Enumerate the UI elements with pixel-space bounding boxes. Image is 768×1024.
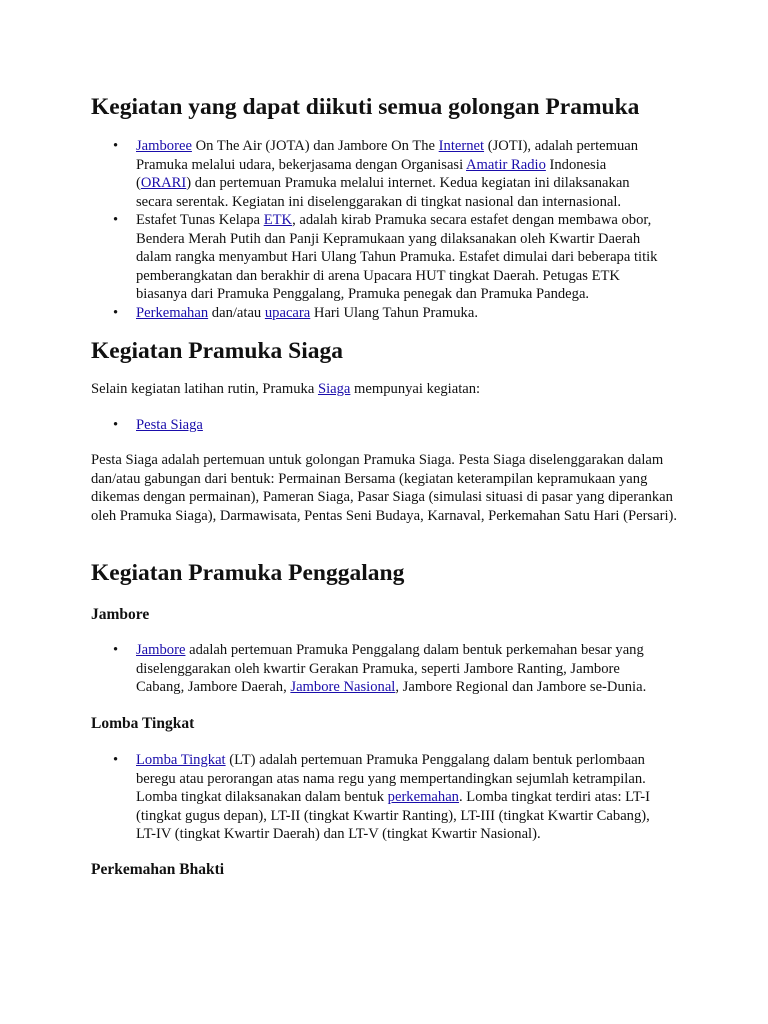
link-jamboree[interactable]: Jamboree [136, 138, 192, 154]
link-internet[interactable]: Internet [438, 138, 485, 154]
subheading-lomba-tingkat: Lomba Tingkat [91, 715, 195, 732]
heading-pramuka-siaga: Kegiatan Pramuka Siaga [91, 338, 343, 364]
link-jambore-nasional[interactable]: Jambore Nasional [290, 679, 396, 695]
list-item-pesta-siaga [113, 416, 661, 435]
subheading-perkemahan-bhakti: Perkemahan Bhakti [91, 861, 225, 878]
link-etk[interactable]: ETK [263, 212, 293, 228]
link-pesta-siaga[interactable]: Pesta Siaga [136, 417, 203, 433]
list-item-jota-joti: • Jamboree On The Air (JOTA) dan Jambore On The Internet (JOTI), adalah pertemuan Pramuka melalui udara, bekerjasama dengan Organisasi Amatir Radio Indonesia (ORARI) dan pertemuan Pramuka melalui internet. Kedua kegiatan ini dilaksanakan secara serentak. Kegiatan ini diselenggarakan di tingkat nasional dan internasional. [113, 137, 661, 211]
link-amatir-radio[interactable]: Amatir Radio [466, 156, 546, 173]
link-orari[interactable]: ORARI [140, 175, 187, 191]
subheading-jambore: Jambore [91, 606, 150, 623]
link-siaga[interactable]: Siaga [317, 381, 351, 397]
list-siaga [113, 416, 661, 435]
link-upacara[interactable]: upacara [264, 304, 311, 321]
link-perkemahan[interactable]: Perkemahan [136, 304, 209, 321]
paragraph-pesta-siaga: Pesta Siaga adalah pertemuan untuk golongan Pramuka Siaga. Pesta Siaga diselenggarakan dalam dan/atau gabungan dari bentuk: Permainan Bersama (kegiatan keterampilan kepramukaan yang dikemas dengan permainan), Pameran Siaga, Pasar Siaga (simulasi situasi di pasar yang diperankan oleh Pramuka Siaga), Darmawisata, Pentas Seni Budaya, Karnaval, Perkemahan Satu Hari (Persari). [91, 452, 678, 524]
link-perkemahan-lt[interactable]: perkemahan [387, 789, 459, 805]
heading-pramuka-penggalang: Kegiatan Pramuka Penggalang [91, 560, 405, 586]
link-jambore[interactable]: Jambore [136, 642, 186, 658]
intro-siaga: Selain kegiatan latihan rutin, Pramuka Siaga mempunyai kegiatan: [91, 381, 481, 397]
list-item-perkemahan: • Perkemahan dan/atau upacara Hari Ulang Tahun Pramuka. [113, 304, 661, 323]
list-lomba-tingkat [113, 751, 661, 844]
list-semua-golongan [113, 137, 661, 322]
heading-semua-golongan: Kegiatan yang dapat diikuti semua golongan Pramuka [91, 94, 640, 120]
list-item-etk: • Estafet Tunas Kelapa ETK, adalah kirab Pramuka secara estafet dengan membawa obor, Bendera Merah Putih dan Panji Kepramukaan yang dilaksanakan oleh Kwartir Daerah dalam rangka menyambut Hari Ulang Tahun Pramuka. Estafet dimulai dari beberapa titik pemberangkatan dan berakhir di arena Upacara HUT tingkat Daerah. Petugas ETK biasanya dari Pramuka Penggalang, Pramuka penegak dan Pramuka Pandega. [113, 211, 661, 304]
list-item-jambore: • Jambore adalah pertemuan Pramuka Penggalang dalam bentuk perkemahan besar yang diselenggarakan oleh kwartir Gerakan Pramuka, seperti Jambore Ranting, Jambore Cabang, Jambore Daerah, Jambore Nasional, Jambore Regional dan Jambore se-Dunia. [113, 641, 661, 697]
link-lomba-tingkat[interactable]: Lomba Tingkat [136, 752, 226, 768]
list-jambore [113, 641, 661, 697]
list-item-lomba-tingkat: • Lomba Tingkat (LT) adalah pertemuan Pramuka Penggalang dalam bentuk perlombaan beregu atau perorangan atas nama regu yang mempertandingkan sejumlah ketrampilan. Lomba tingkat dilaksanakan dalam bentuk perkemahan. Lomba tingkat terdiri atas: LT-I (tingkat gugus depan), LT-II (tingkat Kwartir Ranting), LT-III (tingkat Kwartir Cabang), LT-IV (tingkat Kwartir Daerah) dan LT-V (tingkat Kwartir Nasional). [113, 751, 661, 844]
